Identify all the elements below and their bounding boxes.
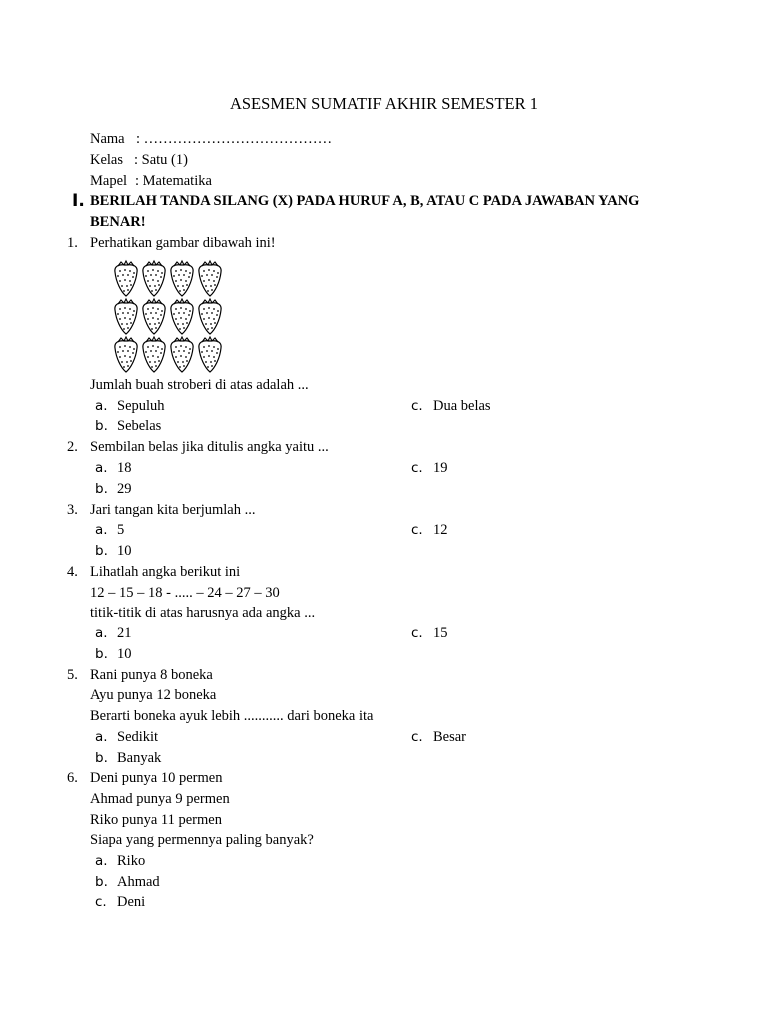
question-4-number: 4. bbox=[67, 564, 78, 580]
question-4-sequence: 12 – 15 – 18 - ..... – 24 – 27 – 30 bbox=[90, 585, 280, 601]
q3-option-c-letter[interactable]: c. bbox=[411, 522, 423, 538]
q6-option-c-text: Deni bbox=[117, 894, 146, 910]
question-2-number: 2. bbox=[67, 439, 78, 455]
question-6-line-1: Deni punya 10 permen bbox=[90, 770, 223, 786]
q1-option-a-text: Sepuluh bbox=[117, 398, 165, 414]
page-title: ASESMEN SUMATIF AKHIR SEMESTER 1 bbox=[229, 94, 539, 113]
q1-option-b-letter[interactable]: b. bbox=[95, 418, 108, 434]
strawberry-icon bbox=[199, 299, 221, 334]
q3-option-b-text: 10 bbox=[117, 543, 132, 559]
question-1-prompt: Jumlah buah stroberi di atas adalah ... bbox=[90, 377, 309, 393]
instruction-line-1: BERILAH TANDA SILANG (X) PADA HURUF A, B, ATAU C PADA JAWABAN YANG bbox=[90, 193, 640, 209]
question-4-prompt: titik-titik di atas harusnya ada angka ... bbox=[90, 605, 316, 621]
strawberry-icon bbox=[143, 261, 165, 296]
kelas-label: Kelas bbox=[90, 152, 124, 168]
instruction-line-2: BENAR! bbox=[90, 214, 146, 230]
q4-option-c-letter[interactable]: c. bbox=[411, 625, 423, 641]
question-6-line-2: Ahmad punya 9 permen bbox=[90, 791, 230, 807]
q5-option-a-letter[interactable]: a. bbox=[95, 729, 108, 745]
q2-option-c-text: 19 bbox=[433, 460, 448, 476]
q3-option-a-text: 5 bbox=[117, 522, 125, 538]
q1-option-c-letter[interactable]: c. bbox=[411, 398, 423, 414]
q1-option-a-letter[interactable]: a. bbox=[95, 398, 108, 414]
question-5-prompt: Berarti boneka ayuk lebih ........... dari boneka ita bbox=[90, 708, 374, 724]
strawberry-icon bbox=[143, 337, 165, 372]
q5-option-a-text: Sedikit bbox=[117, 729, 159, 745]
q6-option-a-letter[interactable]: a. bbox=[95, 853, 108, 869]
mapel-label: Mapel bbox=[90, 173, 128, 189]
question-6-number: 6. bbox=[67, 770, 78, 786]
q4-option-b-text: 10 bbox=[117, 646, 132, 662]
nama-label: Nama bbox=[90, 131, 125, 147]
q5-option-b-text: Banyak bbox=[117, 750, 162, 766]
question-6-prompt: Siapa yang permennya paling banyak? bbox=[90, 832, 314, 848]
nama-value: : ………………………………… bbox=[136, 131, 333, 147]
strawberry-image bbox=[111, 258, 229, 376]
q2-option-b-letter[interactable]: b. bbox=[95, 481, 108, 497]
q6-option-b-text: Ahmad bbox=[117, 874, 160, 890]
q2-option-c-letter[interactable]: c. bbox=[411, 460, 423, 476]
strawberry-icon bbox=[171, 261, 193, 296]
q1-option-b-text: Sebelas bbox=[117, 418, 162, 434]
q6-option-b-letter[interactable]: b. bbox=[95, 874, 108, 890]
strawberry-icon bbox=[115, 337, 137, 372]
question-3-number: 3. bbox=[67, 502, 78, 518]
question-2-text: Sembilan belas jika ditulis angka yaitu ... bbox=[90, 439, 329, 455]
q4-option-b-letter[interactable]: b. bbox=[95, 646, 108, 662]
strawberry-icon bbox=[199, 337, 221, 372]
section-numeral: I. bbox=[72, 191, 85, 211]
q5-option-c-text: Besar bbox=[433, 729, 467, 745]
question-3-text: Jari tangan kita berjumlah ... bbox=[90, 502, 256, 518]
q3-option-c-text: 12 bbox=[433, 522, 448, 538]
q2-option-a-text: 18 bbox=[117, 460, 132, 476]
q4-option-c-text: 15 bbox=[433, 625, 448, 641]
q5-option-c-letter[interactable]: c. bbox=[411, 729, 423, 745]
q3-option-b-letter[interactable]: b. bbox=[95, 543, 108, 559]
question-6-line-3: Riko punya 11 permen bbox=[90, 812, 222, 828]
q6-option-a-text: Riko bbox=[117, 853, 146, 869]
question-5-line-1: Rani punya 8 boneka bbox=[90, 667, 213, 683]
strawberry-icon bbox=[199, 261, 221, 296]
mapel-value: : Matematika bbox=[135, 173, 212, 189]
q1-option-c-text: Dua belas bbox=[433, 398, 491, 414]
strawberry-icon bbox=[171, 299, 193, 334]
q5-option-b-letter[interactable]: b. bbox=[95, 750, 108, 766]
q6-option-c-letter[interactable]: c. bbox=[95, 894, 107, 910]
q2-option-a-letter[interactable]: a. bbox=[95, 460, 108, 476]
kelas-value: : Satu (1) bbox=[134, 152, 188, 168]
q3-option-a-letter[interactable]: a. bbox=[95, 522, 108, 538]
q4-option-a-letter[interactable]: a. bbox=[95, 625, 108, 641]
question-5-number: 5. bbox=[67, 667, 78, 683]
strawberry-icon bbox=[171, 337, 193, 372]
question-1-text: Perhatikan gambar dibawah ini! bbox=[90, 235, 276, 251]
q2-option-b-text: 29 bbox=[117, 481, 132, 497]
strawberry-icon bbox=[115, 261, 137, 296]
question-4-text: Lihatlah angka berikut ini bbox=[90, 564, 241, 580]
strawberry-icon bbox=[115, 299, 137, 334]
question-1-number: 1. bbox=[67, 235, 78, 251]
q4-option-a-text: 21 bbox=[117, 625, 132, 641]
question-5-line-2: Ayu punya 12 boneka bbox=[90, 687, 217, 703]
strawberry-icon bbox=[143, 299, 165, 334]
